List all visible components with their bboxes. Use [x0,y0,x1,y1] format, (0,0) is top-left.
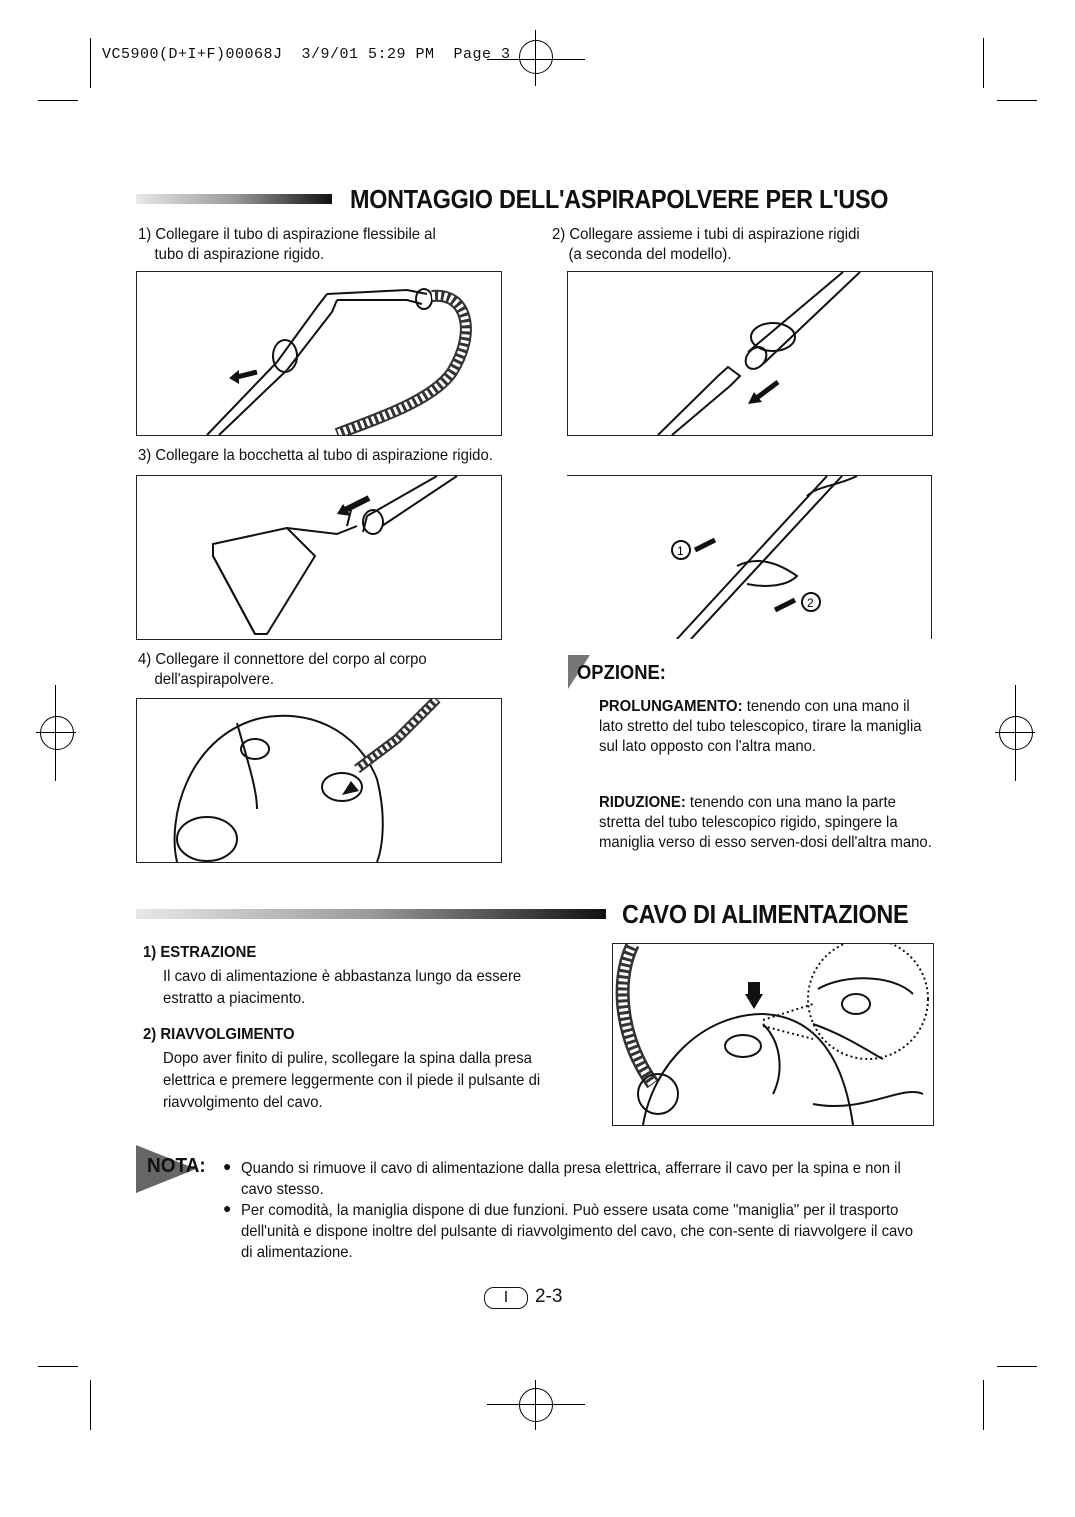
hose-to-tube-illustration [137,272,501,435]
cord-rewind-illustration [613,944,933,1125]
riduzione-text: tenendo con una mano la parte stretta del tubo telescopico rigido, spingere la maniglia verso di esso serven-dosi dell'altra mano. [599,794,932,851]
riduzione-label: RIDUZIONE: [599,794,686,811]
estrazione-text: Il cavo di alimentazione è abbastanza lungo da essere estratto a piacimento. [163,968,522,1007]
print-slug: VC5900(D+I+F)00068J 3/9/01 5:29 PM Page 3 [102,46,511,63]
page-number: 2-3 [535,1286,563,1307]
nota-bullet-1: Quando si rimuove il cavo di alimentazione dalla presa elettrica, afferrare il cavo per la spina e non il cavo stesso. [241,1160,901,1198]
section-title-cavo: CAVO DI ALIMENTAZIONE [622,899,909,929]
riavvolgimento-text: Dopo aver finito di pulire, scollegare la spina dalla presa elettrica e premere leggermente con il piede il pulsante di riavvolgimento del cavo. [163,1050,541,1111]
prolungamento-text: tenendo con una mano il lato stretto del tubo telescopico, tirare la maniglia sul lato opposto con l'altra mano. [599,698,922,755]
step-1-text: 1) Collegare il tubo di aspirazione flessibile al tubo di aspirazione rigido. [138,226,436,263]
nota-label: NOTA: [147,1155,206,1177]
riavvolgimento-title: 2) RIAVVOLGIMENTO [143,1026,295,1043]
figure-join-tubes [567,271,933,436]
step-4-text: 4) Collegare il connettore del corpo al corpo dell'aspirapolvere. [138,651,427,688]
step-2-text: 2) Collegare assieme i tubi di aspirazione rigidi (a seconda del modello). [552,226,860,263]
figure-nozzle-to-tube [136,475,502,640]
cavo-title-bar-decoration [136,909,606,919]
title-bar-decoration [136,194,332,204]
nota-bullet-2: Per comodità, la maniglia dispone di due funzioni. Può essere usata come "maniglia" per il trasporto dell'unità e dispone inoltre del pulsante di riavvolgimento del cavo, che con-sente di riavvolgere il cavo di alimentazione. [241,1202,914,1261]
option-prolungamento [599,697,934,757]
step-3-text: 3) Collegare la bocchetta al tubo di aspirazione rigido. [138,447,493,464]
section-title-montaggio: MONTAGGIO DELL'ASPIRAPOLVERE PER L'USO [350,184,889,214]
join-tubes-illustration [568,272,932,435]
connector-illustration [137,699,501,862]
bullet-icon: ● [223,1200,232,1216]
figure-hose-to-tube [136,271,502,436]
bullet-icon: ● [223,1158,232,1174]
prolungamento-label: PROLUNGAMENTO: [599,698,743,715]
marker-2: 2 [807,596,814,610]
figure-cord-rewind [612,943,934,1126]
nozzle-illustration [137,476,501,639]
option-riduzione [599,793,934,853]
option-heading: OPZIONE: [577,662,666,684]
estrazione-title: 1) ESTRAZIONE [143,944,257,961]
figure-connector-to-body [136,698,502,863]
language-badge: I [484,1287,528,1309]
figure-telescopic-tube [567,475,932,639]
marker-1: 1 [677,544,684,558]
telescopic-illustration [567,476,931,639]
